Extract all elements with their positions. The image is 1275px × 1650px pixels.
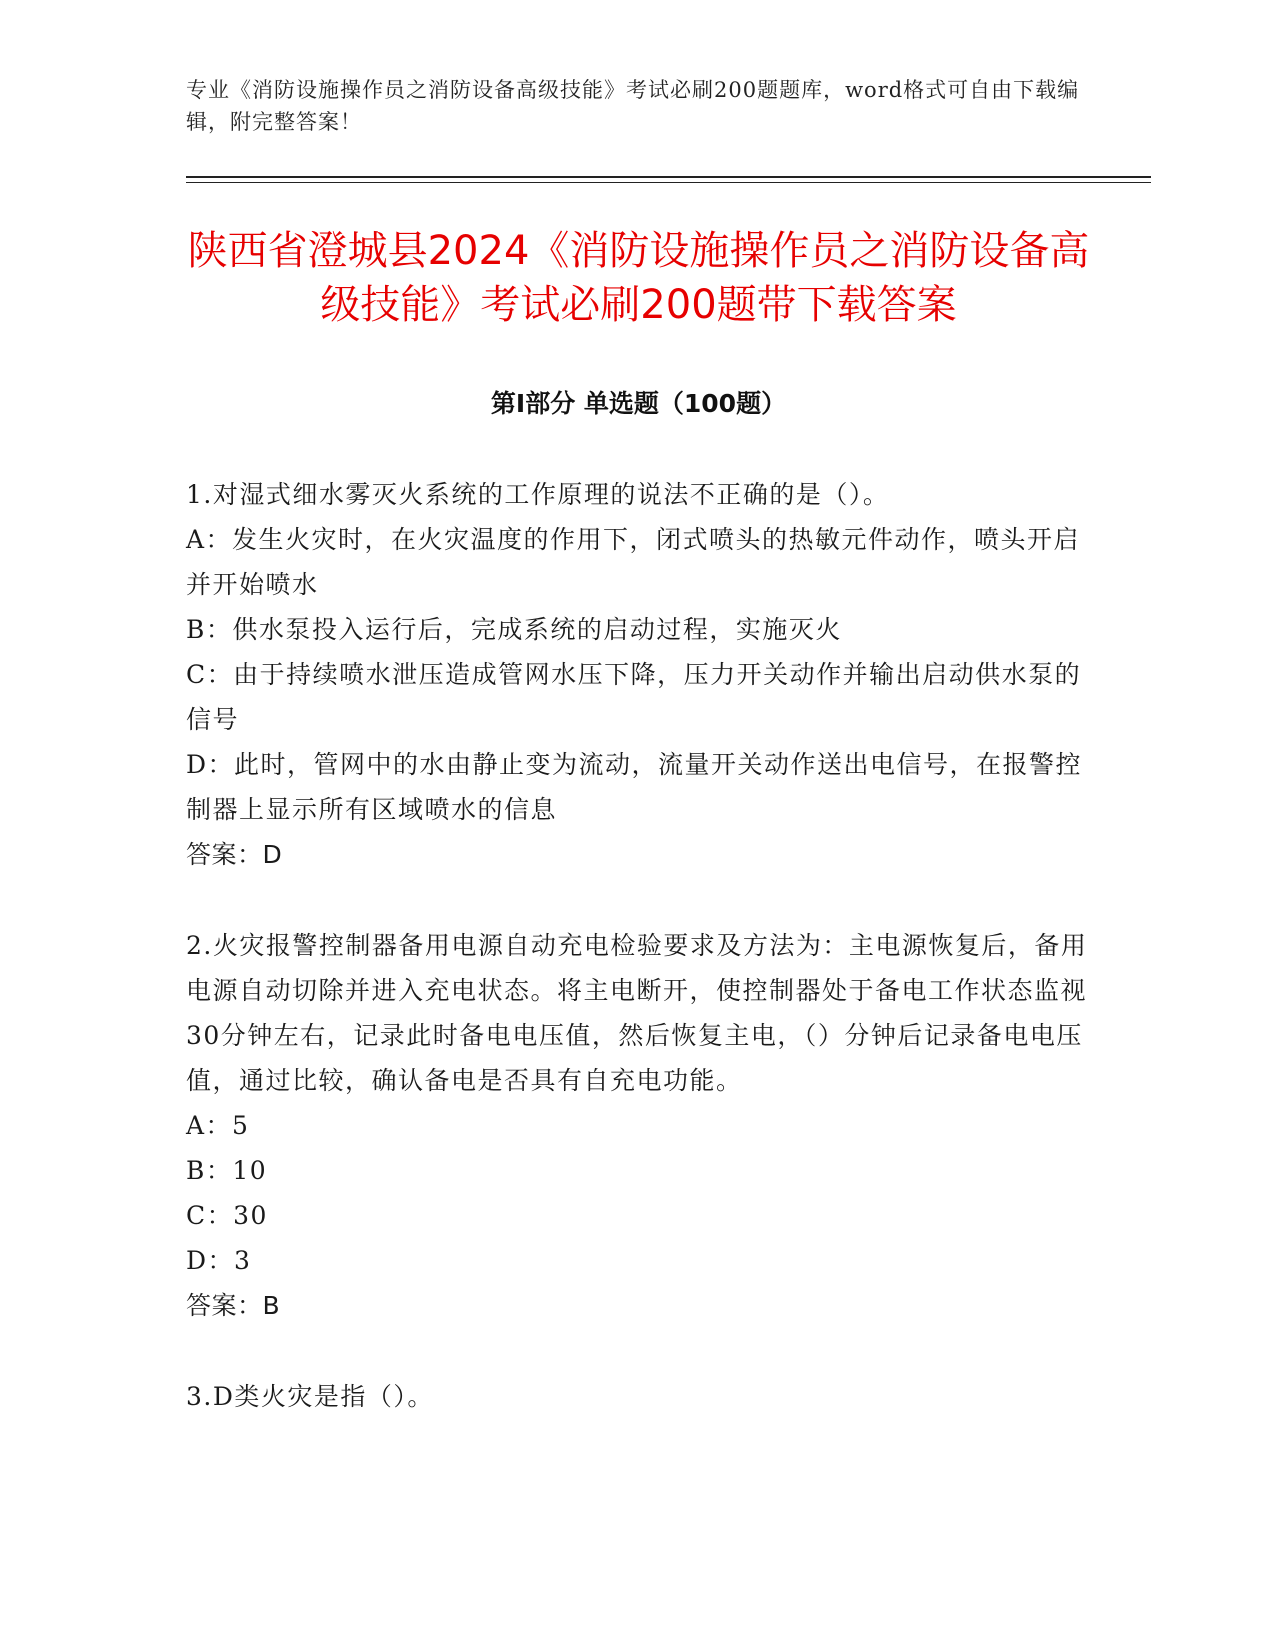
option-b: B：10	[186, 1156, 268, 1185]
question-stem: 1.对湿式细水雾灭火系统的工作原理的说法不正确的是（）。	[186, 480, 890, 509]
question-1	[186, 472, 1091, 877]
option-d: D：此时，管网中的水由静止变为流动，流量开关动作送出电信号，在报警控制器上显示所有区域喷水的信息	[186, 750, 1083, 824]
option-b: B：供水泵投入运行后，完成系统的启动过程，实施灭火	[186, 615, 842, 644]
question-2	[186, 923, 1091, 1328]
question-3	[186, 1374, 1091, 1419]
option-d: D：3	[186, 1246, 252, 1275]
option-a: A：发生火灾时，在火灾温度的作用下，闭式喷头的热敏元件动作，喷头开启并开始喷水	[186, 525, 1081, 599]
answer: 答案：D	[186, 840, 283, 869]
header-note: 专业《消防设施操作员之消防设备高级技能》考试必刷200题题库，word格式可自由下载编辑，附完整答案！	[186, 78, 1080, 134]
section-title: 第Ⅰ部分 单选题（100题）	[490, 389, 787, 418]
question-stem: 3.D类火灾是指（）。	[186, 1382, 434, 1411]
option-c: C：30	[186, 1201, 268, 1230]
question-list	[186, 472, 1091, 1465]
answer: 答案：B	[186, 1291, 281, 1320]
header-rule-thick	[186, 176, 1151, 178]
option-c: C：由于持续喷水泄压造成管网水压下降，压力开关动作并输出启动供水泵的信号	[186, 660, 1082, 734]
question-stem: 2.火灾报警控制器备用电源自动充电检验要求及方法为：主电源恢复后，备用电源自动切除并进入充电状态。将主电断开，使控制器处于备电工作状态监视30分钟左右，记录此时备电电压值，然后恢复主电，（）分钟后记录备电电压值，通过比较，确认备电是否具有自充电功能。	[186, 931, 1088, 1095]
option-a: A：5	[186, 1111, 250, 1140]
header-rule-thin	[186, 182, 1151, 183]
document-title: 陕西省澄城县2024《消防设施操作员之消防设备高级技能》考试必刷200题带下载答案	[187, 228, 1090, 328]
